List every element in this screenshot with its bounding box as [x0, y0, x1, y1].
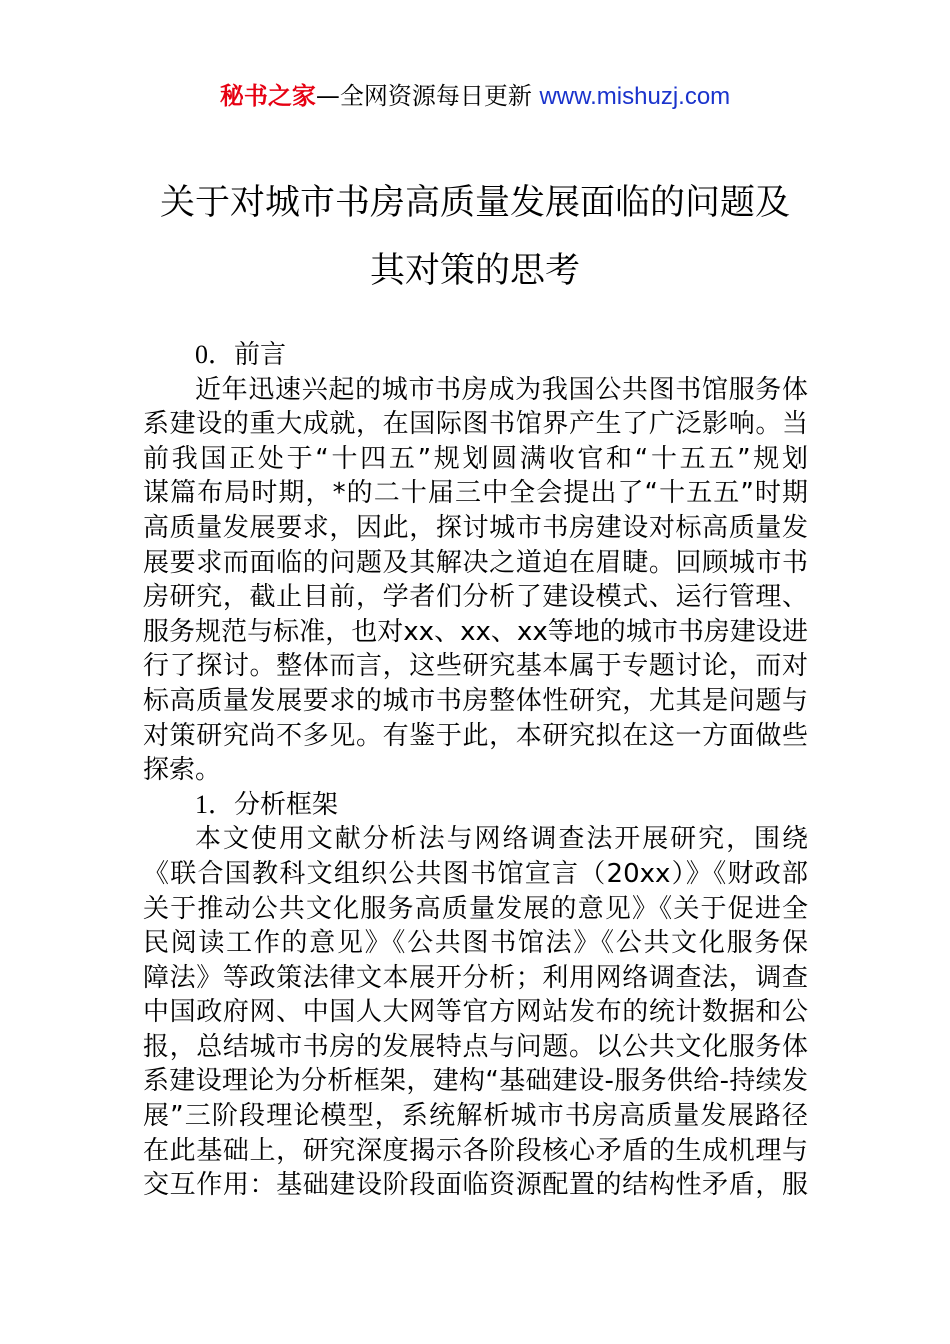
- paragraph-line: 近年迅速兴起的城市书房成为我国公共图书馆服务体: [195, 374, 808, 405]
- paragraph-line: 报，总结城市书房的发展特点与问题。以公共文化服务体: [143, 1031, 808, 1062]
- paragraph-line: 前我国正处于“十四五”规划圆满收官和“十五五”规划: [143, 443, 808, 474]
- section-heading-framework: [143, 788, 808, 823]
- section-heading-text: 前言: [234, 340, 287, 370]
- paragraph-line: 关于推动公共文化服务高质量发展的意见》《关于促进全: [143, 893, 808, 924]
- document-title-line-2: 其对策的思考: [369, 251, 580, 291]
- paragraph-line: 探索。: [143, 755, 222, 786]
- section-number: 1．: [195, 789, 235, 819]
- paragraph-line: 展要求而面临的问题及其解决之道迫在眉睫。回顾城市书: [143, 547, 808, 578]
- paragraph-line: 行了探讨。整体而言，这些研究基本属于专题讨论，而对: [143, 651, 808, 682]
- paragraph-line: 在此基础上，研究深度揭示各阶段核心矛盾的生成机理与: [143, 1135, 808, 1166]
- paragraph-line: 展”三阶段理论模型，系统解析城市书房高质量发展路径: [143, 1101, 808, 1132]
- paragraph-line: 标高质量发展要求的城市书房整体性研究，尤其是问题与: [143, 685, 808, 716]
- paragraph-line: 系建设理论为分析框架，建构“基础建设-服务供给-持续发: [143, 1066, 808, 1097]
- paragraph-line: 高质量发展要求，因此，探讨城市书房建设对标高质量发: [143, 512, 808, 543]
- brand-name: 秘书之家: [219, 82, 316, 110]
- document-title-line-1: 关于对城市书房高质量发展面临的问题及: [159, 183, 790, 223]
- paragraph-line: 中国政府网、中国人大网等官方网站发布的统计数据和公: [143, 997, 808, 1028]
- paragraph-line: 房研究，截止目前，学者们分析了建设模式、运行管理、: [143, 582, 808, 613]
- paragraph-line: 交互作用：基础建设阶段面临资源配置的结构性矛盾，服: [143, 1170, 808, 1201]
- paragraph-line: 本文使用文献分析法与网络调查法开展研究，围绕: [195, 824, 808, 855]
- section-heading-preface: [143, 338, 808, 373]
- paragraph-line: 服务规范与标准，也对xx、xx、xx等地的城市书房建设进: [143, 616, 808, 647]
- header-tagline: —全网资源每日更新: [315, 82, 532, 110]
- paragraph-line: 谋篇布局时期，*的二十届三中全会提出了“十五五”时期: [143, 478, 808, 509]
- section-heading-text: 分析框架: [234, 789, 339, 820]
- paragraph-line: 障法》等政策法律文本展开分析；利用网络调查法，调查: [143, 962, 808, 993]
- paragraph-line: 对策研究尚不多见。有鉴于此，本研究拟在这一方面做些: [143, 720, 808, 751]
- paragraph-line: 系建设的重大成就，在国际图书馆界产生了广泛影响。当: [143, 409, 808, 440]
- section-number: 0．: [195, 340, 235, 369]
- site-url[interactable]: www.mishuzj.com: [539, 83, 731, 110]
- document-body: [143, 338, 808, 1203]
- paragraph-line: 民阅读工作的意见》《公共图书馆法》《公共文化服务保: [143, 928, 808, 959]
- paragraph-line: 《联合国教科文组织公共图书馆宣言（20xx）》《财政部: [143, 858, 808, 889]
- site-header: [0, 80, 950, 113]
